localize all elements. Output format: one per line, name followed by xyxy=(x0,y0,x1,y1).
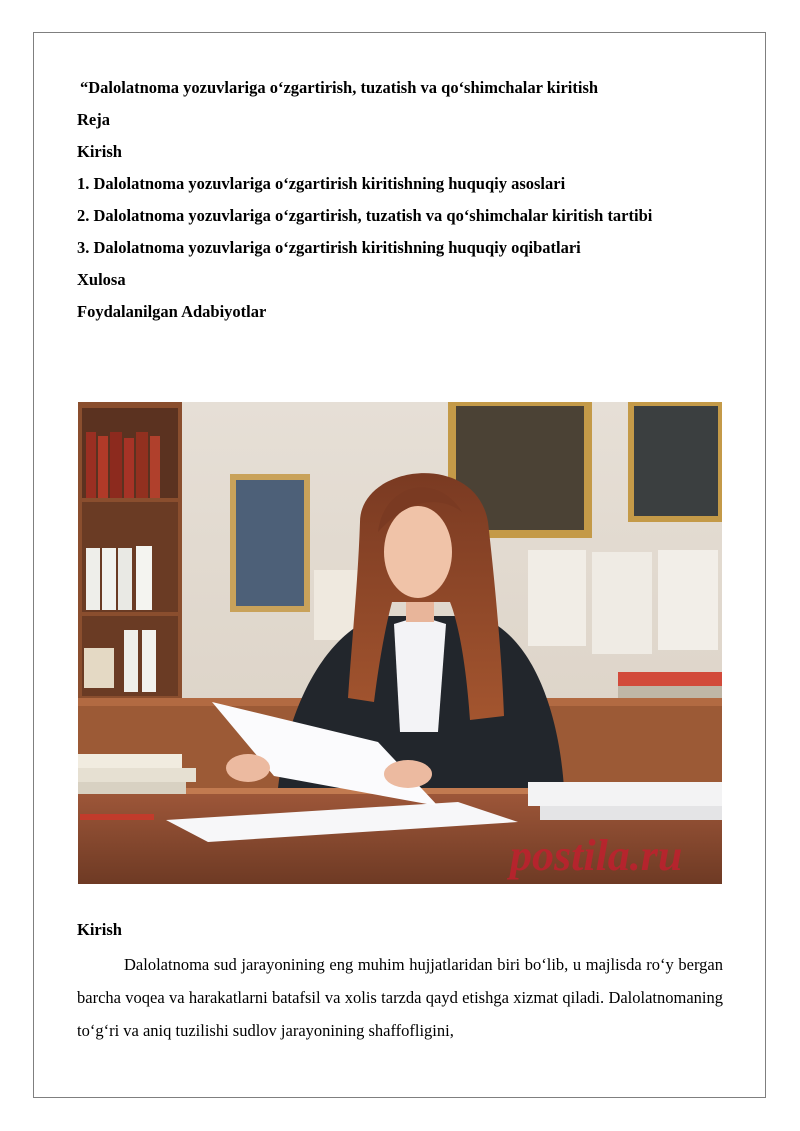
plan-item-intro: Kirish xyxy=(77,142,122,161)
office-photo-illustration xyxy=(78,402,722,884)
document-title: “Dalolatnoma yozuvlariga o‘zgartirish, tuzatish va qo‘shimchalar kiritish xyxy=(80,78,599,97)
document-header xyxy=(77,72,723,328)
intro-heading: Kirish xyxy=(77,920,122,939)
watermark-text: postila.ru xyxy=(510,831,683,880)
plan-heading: Reja xyxy=(77,110,110,129)
plan-item-3: 3. Dalolatnoma yozuvlariga o‘zgartirish kiritishning huquqiy oqibatlari xyxy=(77,238,581,257)
plan-item-2: 2. Dalolatnoma yozuvlariga o‘zgartirish, tuzatish va qo‘shimchalar kiritish tartibi xyxy=(77,206,653,225)
plan-item-conclusion: Xulosa xyxy=(77,270,126,289)
intro-paragraph: Dalolatnoma sud jarayonining eng muhim hujjatlaridan biri bo‘lib, u majlisda ro‘y bergan barcha voqea va harakatlarni batafsil va xolis tarzda qayd etishga xizmat qiladi. Dalolatnomaning to‘g‘ri va aniq tuzilishi sudlov jarayonining shaffofligini, xyxy=(77,955,723,1040)
office-photo xyxy=(78,402,722,884)
plan-item-references: Foydalanilgan Adabiyotlar xyxy=(77,302,267,321)
plan-item-1: 1. Dalolatnoma yozuvlariga o‘zgartirish kiritishning huquqiy asoslari xyxy=(77,174,566,193)
